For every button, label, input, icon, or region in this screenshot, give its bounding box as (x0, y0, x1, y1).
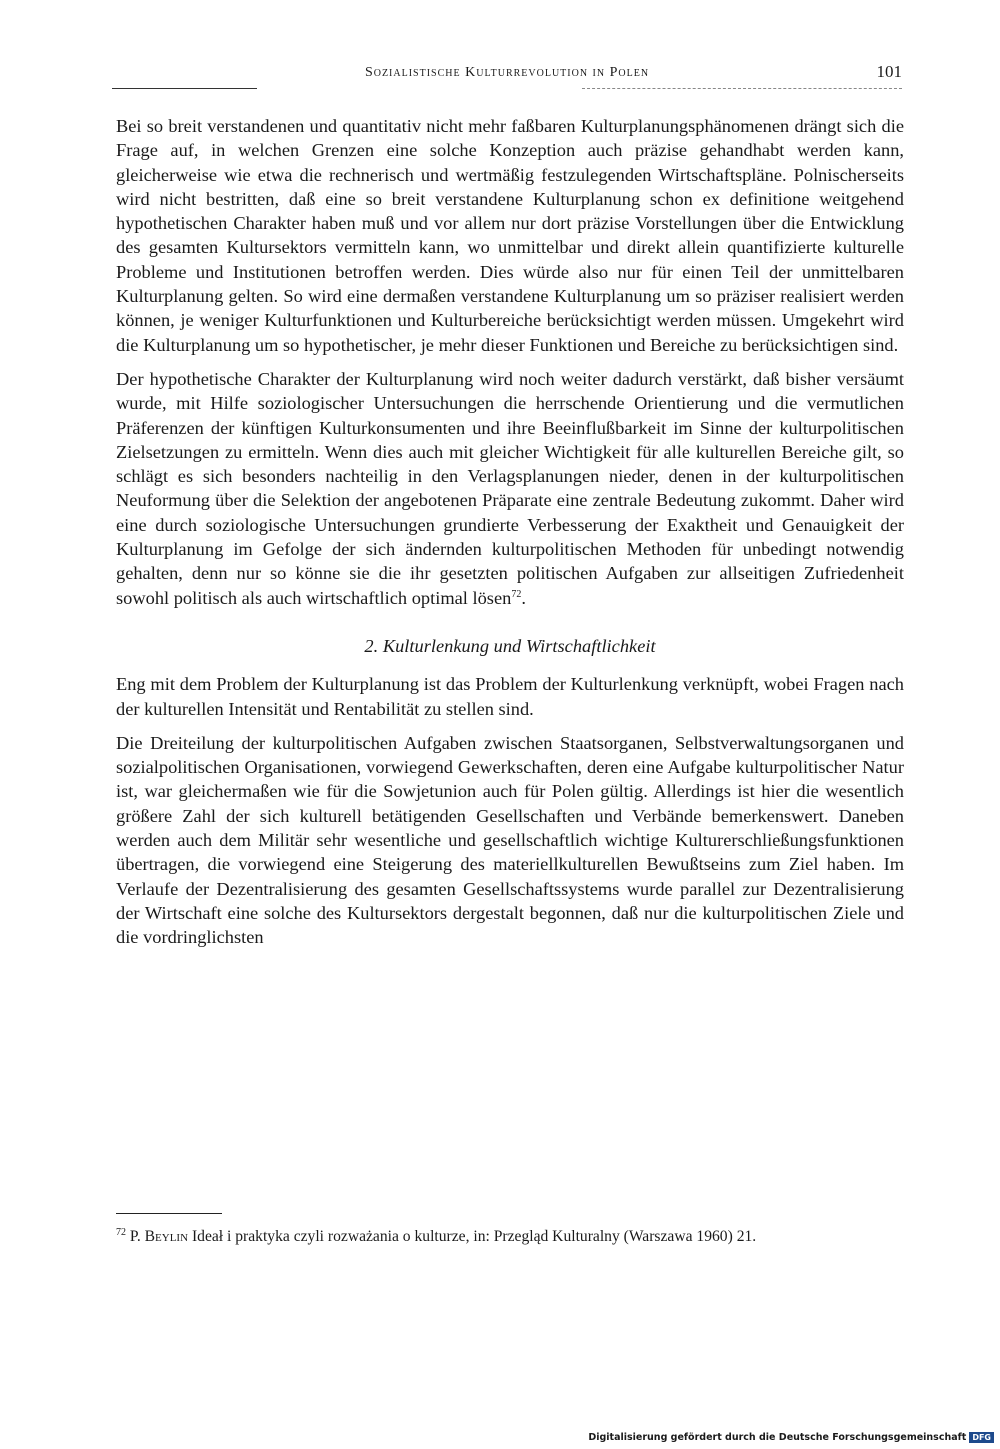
section-heading: 2. Kulturlenkung und Wirtschaftlichkeit (364, 635, 656, 656)
paragraph-text: Der hypothetische Charakter der Kulturplanung wird noch weiter dadurch verstärkt, daß bisher versäumt wurde, mit Hilfe soziologischer Untersuchungen die herrschende Orientierung und die vermutlichen Präferenzen der künftigen Kulturkonsumenten und ihre Beeinflußbarkeit im Sinne der kulturpolitischen Zielsetzungen zu ermitteln. Wenn dies auch mit gleicher Wichtigkeit für alle kulturellen Bereiche gilt, so schlägt es sich besonders nachteilig in den Verlagsplanungen nieder, denen in der kulturpolitischen Neuformung über die Selektion der angebotenen Präparate eine zentrale Bedeutung zukommt. Daher wird eine durch soziologische Untersuchungen grundierte Verbesserung der Exaktheit und Genauigkeit der Kulturplanung im Gefolge der sich ändernden kulturpolitischen Methoden für unbedingt notwendig gehalten, denn nur so könne sie die ihr gesetzten politischen Aufgaben zur allseitigen Zufriedenheit sowohl politisch als auch wirtschaftlich optimal lösen (116, 368, 904, 608)
running-header (112, 62, 902, 92)
funding-footer (588, 1432, 994, 1443)
paragraph: Bei so breit verstandenen und quantitativ nicht mehr faßbaren Kulturplanungsphänomenen drängt sich die Frage auf, in welchen Grenzen eine solche Konzeption auch präzise gehandhabt werden kann, gleicherweise wie etwa die rechnerisch und wertmäßig festzulegenden Wirtschaftspläne. Polnischerseits wird nicht bestritten, daß eine so breit verstandene Kulturplanung schon ex definitione weitgehend hypothetischen Charakter haben muß und vor allem nur dort präzise Vorstellungen über die Entwicklung des gesamten Kultursektors vermitteln kann, wo unmittelbar und direkt allein quantifizierte kulturelle Probleme und Institutionen betroffen werden. Dies würde also nur für einen Teil der unmittelbaren Kulturplanung gelten. So wird eine dermaßen verstandene Kulturplanung um so präziser realisiert werden können, je weniger Kulturfunktionen und Kulturbereiche berücksichtigt werden müssen. Umgekehrt wird die Kulturplanung um so hypothetischer, je mehr dieser Funktionen und Bereiche zu berücksichtigen sind. (116, 116, 904, 355)
funding-note: Digitalisierung gefördert durch die Deutsche Forschungsgemeinschaft (588, 1432, 967, 1443)
page-number: 101 (876, 62, 902, 81)
main-text (116, 114, 904, 960)
footnote-text: Ideał i praktyka czyli rozważania o kulturze, in: Przegląd Kulturalny (Warszawa 1960) 21. (191, 1228, 757, 1245)
footnote (116, 1227, 906, 1247)
footnote-rule (116, 1213, 222, 1214)
running-title: Sozialistische Kulturrevolution in Polen (364, 65, 650, 80)
footnote-author: P. Beylin (129, 1228, 189, 1245)
paragraph: Die Dreiteilung der kulturpolitischen Aufgaben zwischen Staatsorganen, Selbstverwaltungsorganen und sozialpolitischen Organisationen, vorwiegend Gewerkschaften, deren eine Aufgabe kulturpolitischer Natur ist, war gleichermaßen wie für die Sowjetunion auch für Polen gültig. Allerdings ist hier die wesentlich größere Zahl der sich kulturell betätigenden Gesellschaften und Verbände bemerkenswert. Daneben werden auch dem Militär sehr wesentliche und gesellschaftlich wichtige Kulturerschließungsfunktionen übertragen, die vorwiegend eine Steigerung des materiellkulturellen Bewußtseins zum Ziel haben. Im Verlaufe der Dezentralisierung des gesamten Gesellschaftssystems wurde parallel zur Dezentralisierung der Wirtschaft eine solche des Kultursektors dergestalt begonnen, daß nur die kulturpolitischen Ziele und die vordringlichsten (116, 732, 904, 948)
paragraph: Eng mit dem Problem der Kulturplanung ist das Problem der Kulturlenkung verknüpft, wobei Fragen nach der kulturellen Intensität und Rentabilität zu stellen sind. (116, 674, 904, 719)
dfg-logo-icon: DFG (969, 1432, 994, 1443)
footnote-number: 72 (116, 1226, 126, 1238)
header-rule-left (112, 88, 257, 89)
paragraph: Der hypothetische Charakter der Kulturplanung wird noch weiter dadurch verstärkt, daß bisher versäumt wurde, mit Hilfe soziologischer Untersuchungen die herrschende Orientierung und die vermutlichen Präferenzen der künftigen Kulturkonsumenten und ihre Beeinflußbarkeit im Sinne der kulturpolitischen Zielsetzungen zu ermitteln. Wenn dies auch mit gleicher Wichtigkeit für alle kulturellen Bereiche gilt, so schlägt es sich besonders nachteilig in den Verlagsplanungen nieder, denen in der kulturpolitischen Neuformung über die Selektion der angebotenen Präparate eine zentrale Bedeutung zukommt. Daher wird eine durch soziologische Untersuchungen grundierte Verbesserung der Exaktheit und Genauigkeit der Kulturplanung im Gefolge der sich ändernden kulturpolitischen Methoden für unbedingt notwendig gehalten, denn nur so könne sie die ihr gesetzten politischen Aufgaben zur allseitigen Zufriedenheit sowohl politisch als auch wirtschaftlich optimal lösen$^{72}$. (116, 368, 904, 608)
footnote-ref[interactable]: 72 (511, 588, 522, 600)
header-rule-right (582, 88, 902, 89)
